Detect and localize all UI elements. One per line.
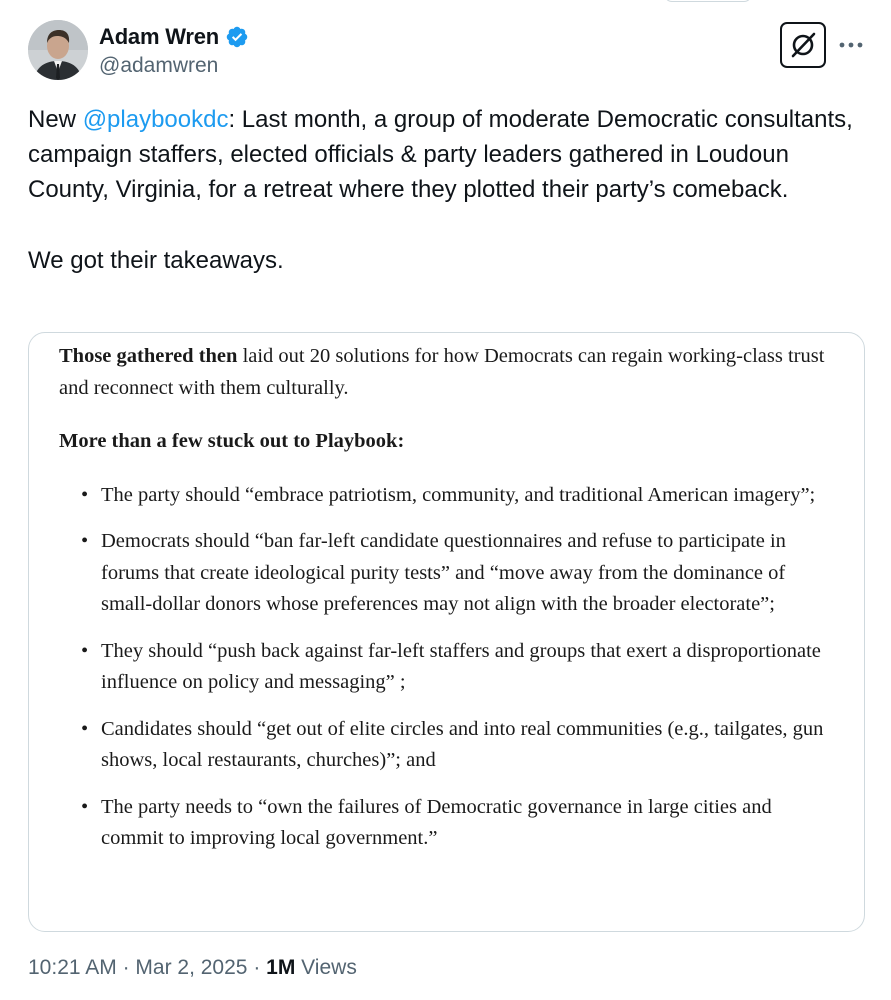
list-item: [59, 636, 839, 699]
views-label: Views: [295, 956, 357, 979]
excerpt-list: [59, 480, 839, 855]
more-options-icon: [838, 41, 864, 49]
attached-image-card[interactable]: [28, 332, 865, 932]
author-name[interactable]: Adam Wren: [99, 24, 220, 49]
tweet-date[interactable]: Mar 2, 2025: [135, 956, 248, 979]
tweet-header: [28, 20, 868, 84]
bullet: •: [81, 795, 89, 818]
tweet-text: [28, 102, 858, 278]
list-item-text: Democrats should “ban far-left candidate questionnaires and refuse to participate in forums that create ideological purity tests” and “move away from the dominance of small-dollar donors whose preferences may not align with the broader electorate”;: [101, 530, 786, 615]
excerpt-lead-bold: Those gathered then: [59, 345, 238, 367]
tweet-prefix: New: [28, 106, 83, 133]
list-item: [59, 526, 839, 621]
list-item: [59, 792, 839, 855]
tweet-time[interactable]: 10:21 AM: [28, 956, 117, 979]
tweet-meta: [28, 956, 357, 980]
excerpt-subheading: More than a few stuck out to Playbook:: [59, 430, 405, 452]
bullet: •: [81, 639, 89, 662]
bullet: •: [81, 717, 89, 740]
bullet: •: [81, 483, 89, 506]
name-row: [99, 24, 249, 50]
excerpt-lead: [59, 341, 839, 404]
tweet-paragraph-1: [28, 102, 858, 207]
tweet-body: : Last month, a group of moderate Democratic consultants, campaign staffers, elected officials & party leaders gathered in Loudoun County, Virginia, for a retreat where they plotted their party’s comeback.: [28, 106, 853, 203]
list-item-text: The party should “embrace patriotism, community, and traditional American imagery”;: [101, 483, 816, 506]
list-item: [59, 714, 839, 777]
author-handle[interactable]: @adamwren: [99, 54, 219, 77]
mention-link[interactable]: @playbookdc: [82, 106, 229, 133]
list-item: [59, 480, 839, 512]
meta-separator: ·: [247, 956, 267, 979]
top-partial-pill: [664, 0, 752, 2]
list-item-text: They should “push back against far-left staffers and groups that exert a disproportionate influence on policy and messaging” ;: [101, 639, 821, 693]
avatar-portrait-icon: [28, 20, 88, 80]
meta-separator: ·: [116, 956, 136, 979]
views-count: 1M: [266, 956, 296, 979]
grok-button[interactable]: [780, 22, 826, 68]
grok-icon: [788, 30, 818, 60]
list-item-text: Candidates should “get out of elite circles and into real communities (e.g., tailgates, gun shows, local restaurants, churches)”; and: [101, 717, 824, 771]
verified-badge-icon: [225, 25, 249, 49]
more-options-button[interactable]: [836, 30, 866, 60]
avatar[interactable]: [28, 20, 88, 80]
tweet-paragraph-2: We got their takeaways.: [28, 247, 284, 274]
bullet: •: [81, 530, 89, 552]
excerpt-lead-rest: laid out 20 solutions for how Democrats can regain working-class trust and reconnect with them culturally.: [59, 345, 825, 399]
list-item-text: The party needs to “own the failures of Democratic governance in large cities and commit to improving local government.”: [101, 795, 772, 849]
article-excerpt: [59, 341, 839, 870]
